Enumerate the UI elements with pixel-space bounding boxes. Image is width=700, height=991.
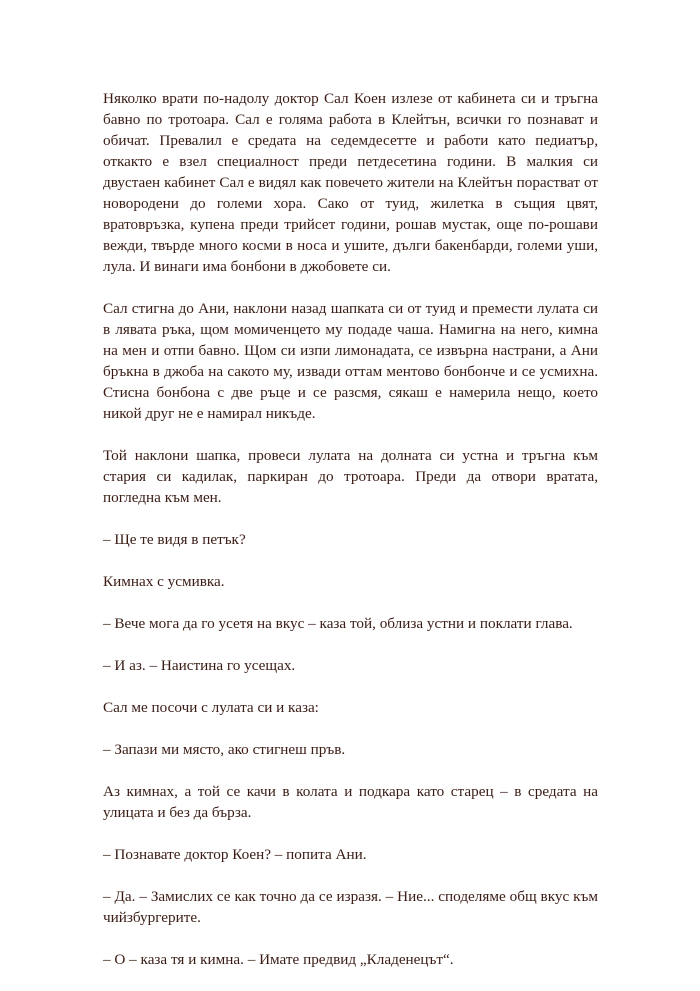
paragraph: Кимнах с усмивка. xyxy=(103,573,225,590)
dialogue-line: – О – каза тя и кимна. – Имате предвид „Кладенецът“. xyxy=(103,951,454,968)
body-text xyxy=(103,88,598,991)
paragraph: Той наклони шапка, провеси лулата на долната си устна и тръгна към стария си кадилак, паркиран до тротоара. Преди да отвори вратата, погледна към мен. xyxy=(103,447,598,506)
dialogue-line: – Запази ми място, ако стигнеш пръв. xyxy=(103,741,346,758)
dialogue-line: – Ще те видя в петък? xyxy=(103,531,246,548)
paragraph: Аз кимнах, а той се качи в колата и подкара като старец – в средата на улицата и без да бърза. xyxy=(103,783,598,821)
dialogue-line: – Познавате доктор Коен? – попита Ани. xyxy=(103,846,367,863)
paragraph: Сал стигна до Ани, наклони назад шапката си от туид и премести лулата си в лявата ръка, щом момиченцето му подаде чаша. Намигна на него, кимна на мен и отпи бавно. Щом си изпи лимонадата, се извърна настрани, а Ани бръкна в джоба на сакото му, извади оттам ментово бонбонче и се усмихна. Стисна бонбона с две ръце и се разсмя, сякаш е намерила нещо, което никой друг не е намирал никъде. xyxy=(103,300,598,422)
dialogue-line: – Да. – Замислих се как точно да се изразя. – Ние... споделяме общ вкус към чийзбургерите. xyxy=(103,888,598,926)
dialogue-line: – И аз. – Наистина го усещах. xyxy=(103,657,296,674)
dialogue-line: – Вече мога да го усетя на вкус – каза той, облиза устни и поклати глава. xyxy=(103,615,573,632)
paragraph: Няколко врати по-надолу доктор Сал Коен излезе от кабинета си и тръгна бавно по тротоара. Сал е голяма работа в Клейтън, всички го познават и обичат. Превалил е средата на седемдесетте и работи като педиатър, откакто е взел специалност преди петдесетина години. В малкия си двустаен кабинет Сал е видял как повечето жители на Клейтън порастват от новородени до големи хора. Сако от туид, жилетка в същия цвят, вратовръзка, купена преди трийсет години, рошав мустак, още по-рошави вежди, твърде много косми в носа и ушите, дълги бакенбарди, големи уши, лула. И винаги има бонбони в джобовете си. xyxy=(103,90,598,275)
paragraph: Сал ме посочи с лулата си и каза: xyxy=(103,699,319,716)
